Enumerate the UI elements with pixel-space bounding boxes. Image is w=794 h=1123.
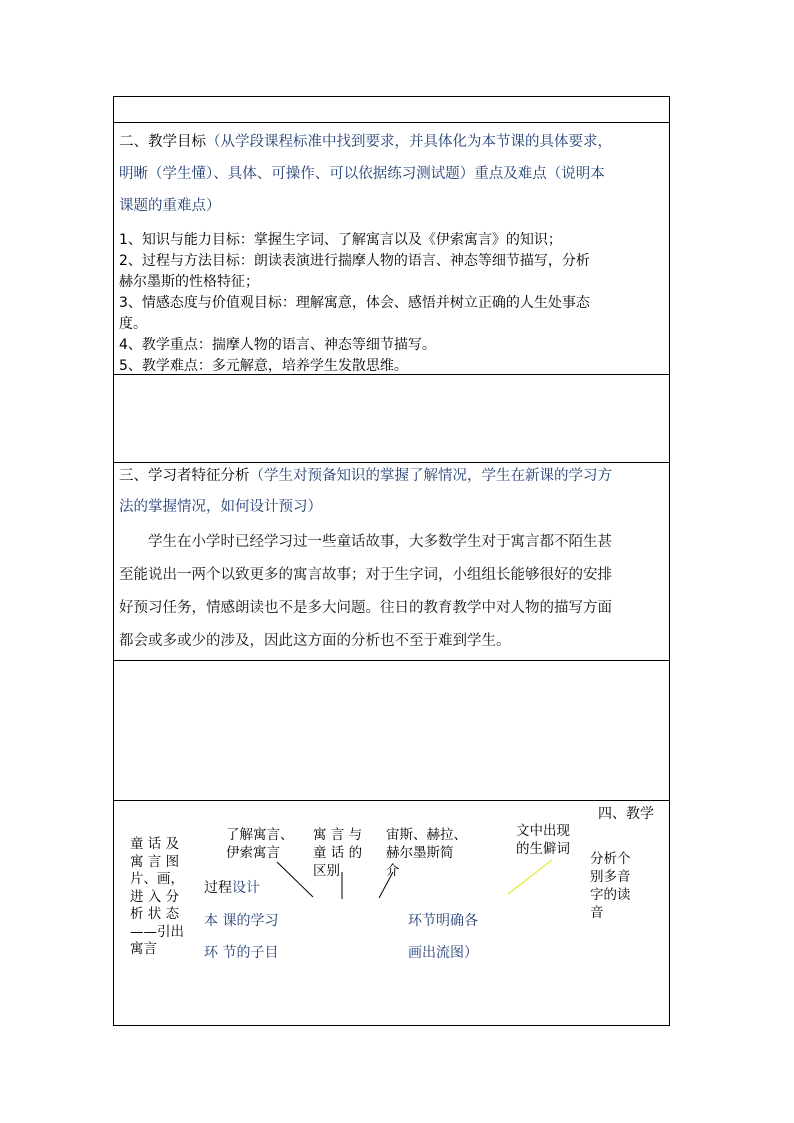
flow-connector-line <box>277 862 313 897</box>
analysis-paragraph-line: 学生在小学时已经学习过一些童话故事，大多数学生对于寓言都不陌生甚 <box>148 534 612 550</box>
objective-item: 3、情感态度与价值观目标：理解寓意，体会、感悟并树立正确的人生处事态 <box>119 295 590 311</box>
flow-step-line: 介 <box>386 863 400 879</box>
flow-step-line: 文中出现 <box>516 823 570 839</box>
analysis-paragraph-line: 至能说出一两个以致更多的寓言故事；对于生字词，小组组长能够很好的安排 <box>119 567 612 583</box>
section4-note-line4: 环节明确各 <box>408 913 478 929</box>
flow-step-line: 析 状 态 <box>130 906 180 922</box>
section3-note-line2: 法的掌握情况，如何设计预习） <box>119 499 322 515</box>
analysis-paragraph-line: 好预习任务，情感朗读也不是多大问题。往日的教育教学中对人物的描写方面 <box>119 600 612 616</box>
flow-step-line: 童 话 的 <box>313 845 363 861</box>
objective-item: 4、教学重点：揣摩人物的语言、神态等细节描写。 <box>119 337 436 353</box>
objective-item: 2、过程与方法目标：朗读表演进行揣摩人物的语言、神态等细节描写，分析 <box>119 253 590 269</box>
flow-connector-line <box>379 872 393 898</box>
flow-step-line: 区别 <box>313 863 340 879</box>
flow-step-line: 分析个 <box>590 851 631 867</box>
flow-step-line: 宙斯、赫拉、 <box>386 827 467 843</box>
flow-step-line: 进 入 分 <box>130 888 180 905</box>
flow-step-line: 寓 言 与 <box>313 827 363 843</box>
section2-note-line1: （从学段课程标准中找到要求，并具体化为本节课的具体要求， <box>206 134 612 150</box>
section2-note-line3: 课题的重难点） <box>119 198 221 214</box>
objective-item: 5、教学难点：多元解意，培养学生发散思维。 <box>119 358 408 374</box>
flow-step-line: 寓言 <box>130 941 157 957</box>
section3-heading: 三、学习者特征分析 <box>119 468 250 484</box>
flow-step-line: 片、画， <box>130 871 184 887</box>
flow-step-line: 了解寓言、 <box>226 827 294 843</box>
flow-step-line: 寓 言 图 <box>130 853 180 870</box>
flow-step-line: 别多音 <box>590 869 631 885</box>
objective-item: 度。 <box>119 316 147 332</box>
flow-step-line: 伊索寓言 <box>226 845 280 861</box>
section4-note-text: 过程 <box>204 880 232 896</box>
objective-item: 赫尔墨斯的性格特征； <box>119 274 259 290</box>
section2-note-line2: 明晰（学生懂）、具体、可操作、可以依据练习测试题）重点及难点（说明本 <box>119 166 605 182</box>
flow-connector-line-highlighted <box>508 860 552 894</box>
analysis-paragraph-line: 都会或多或少的涉及，因此这方面的分析也不至于难到学生。 <box>119 633 511 649</box>
section3-note-line1: （学生对预备知识的掌握了解情况，学生在新课的学习方 <box>249 468 612 484</box>
flow-step-line: 童 话 及 <box>130 836 180 852</box>
flow-step-line: ——引出 <box>130 923 184 940</box>
objective-item: 1、知识与能力目标：掌握生字词、了解寓言以及《伊索寓言》的知识； <box>119 232 562 248</box>
section2-heading: 二、教学目标 <box>119 134 206 150</box>
flow-step-line: 的生僻词 <box>516 841 570 857</box>
section4-heading: 四、教学 <box>598 806 654 822</box>
flow-step-line: 字的读 <box>590 887 631 903</box>
flow-step-line: 赫尔墨斯简 <box>386 845 454 861</box>
flow-step-line: 音 <box>590 905 604 921</box>
section4-note-line3: 环 节的子目 <box>204 945 279 961</box>
section4-note-line5: 画出流图） <box>408 945 478 961</box>
section4-note-text: 设计 <box>232 880 260 896</box>
section4-note-line2: 本 课的学习 <box>204 913 279 929</box>
